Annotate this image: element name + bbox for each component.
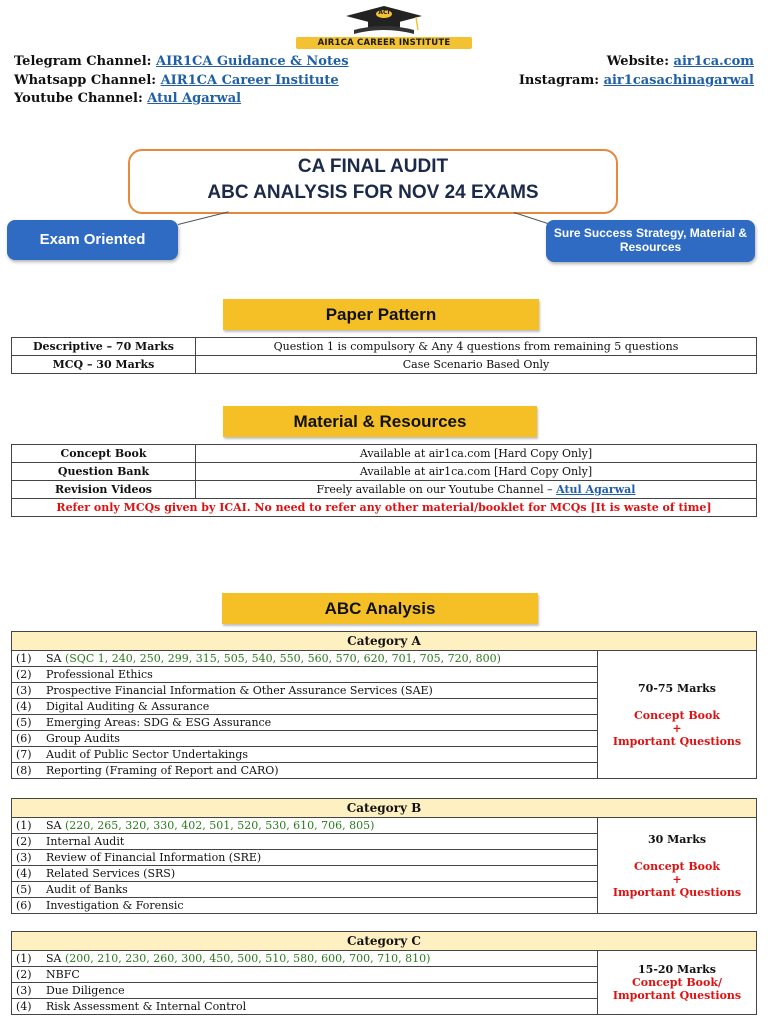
website-link[interactable]: air1ca.com xyxy=(673,54,754,69)
exam-oriented-bubble: Exam Oriented xyxy=(7,220,178,260)
important-questions-label: Important Questions xyxy=(612,989,742,1002)
table-row xyxy=(12,632,757,651)
youtube-label: Youtube Channel: xyxy=(14,91,143,106)
material-value xyxy=(196,481,757,499)
logo-badge: ACI xyxy=(378,9,390,16)
institute-logo xyxy=(296,4,472,48)
telegram-row xyxy=(14,54,349,69)
table-row xyxy=(12,338,757,356)
list-item: (1) SA (SQC 1, 240, 250, 299, 315, 505, 540, 550, 560, 570, 620, 701, 705, 720, 800) xyxy=(12,651,598,667)
logo-text: AIR1CA CAREER INSTITUTE xyxy=(296,37,472,49)
material-table xyxy=(11,444,757,517)
list-item: (2) Internal Audit xyxy=(12,834,598,850)
table-row xyxy=(12,799,757,818)
table-row xyxy=(12,463,757,481)
category-c-side xyxy=(598,951,757,1015)
table-row xyxy=(12,481,757,499)
whatsapp-row xyxy=(14,73,339,88)
list-item: (2) Professional Ethics xyxy=(12,667,598,683)
whatsapp-label: Whatsapp Channel: xyxy=(14,73,157,88)
concept-book-label: Concept Book/ xyxy=(632,976,722,989)
plus-label: + xyxy=(672,721,682,735)
website-row xyxy=(607,54,754,69)
list-item: (5) Audit of Banks xyxy=(12,882,598,898)
material-value: Available at air1ca.com [Hard Copy Only] xyxy=(196,463,757,481)
pattern-key: MCQ – 30 Marks xyxy=(12,356,196,374)
list-item: (1) SA (200, 210, 230, 260, 300, 450, 500, 510, 580, 600, 700, 710, 810) xyxy=(12,951,598,967)
category-a-marks: 70-75 Marks xyxy=(638,681,716,695)
hero-title-line2: ABC ANALYSIS FOR NOV 24 EXAMS xyxy=(207,182,539,203)
youtube-row xyxy=(14,91,241,106)
table-row xyxy=(12,818,757,834)
list-item: (2) NBFC xyxy=(12,967,598,983)
material-key: Concept Book xyxy=(12,445,196,463)
list-item: (7) Audit of Public Sector Undertakings xyxy=(12,747,598,763)
important-questions-label: Important Questions xyxy=(612,734,742,748)
list-item: (3) Due Diligence xyxy=(12,983,598,999)
material-heading: Material & Resources xyxy=(223,406,537,437)
hero-title-box xyxy=(128,149,618,214)
category-c-table xyxy=(11,931,757,1015)
list-item: (1) SA (220, 265, 320, 330, 402, 501, 520, 530, 610, 706, 805) xyxy=(12,818,598,834)
instagram-row xyxy=(519,73,754,88)
website-label: Website: xyxy=(606,54,669,69)
list-item: (6) Group Audits xyxy=(12,731,598,747)
paper-pattern-table xyxy=(11,337,757,374)
category-c-marks: 15-20 Marks xyxy=(638,963,716,976)
category-a-table xyxy=(11,631,757,779)
list-item: (5) Emerging Areas: SDG & ESG Assurance xyxy=(12,715,598,731)
category-b-table xyxy=(11,798,757,914)
concept-book-label: Concept Book xyxy=(634,859,720,873)
hero-title-line1: CA FINAL AUDIT xyxy=(297,156,449,177)
category-b-heading: Category B xyxy=(12,799,757,818)
pattern-value: Case Scenario Based Only xyxy=(196,356,757,374)
table-row xyxy=(12,651,757,667)
plus-label: + xyxy=(672,872,682,886)
pattern-key: Descriptive – 70 Marks xyxy=(12,338,196,356)
telegram-label: Telegram Channel: xyxy=(14,54,152,69)
material-value: Available at air1ca.com [Hard Copy Only] xyxy=(196,445,757,463)
table-row xyxy=(12,356,757,374)
list-item: (8) Reporting (Framing of Report and CARO) xyxy=(12,763,598,779)
category-a-heading: Category A xyxy=(12,632,757,651)
category-c-heading: Category C xyxy=(12,932,757,951)
table-row xyxy=(12,499,757,517)
instagram-label: Instagram: xyxy=(518,73,600,88)
material-key: Question Bank xyxy=(12,463,196,481)
list-item: (4) Digital Auditing & Assurance xyxy=(12,699,598,715)
telegram-link[interactable]: AIR1CA Guidance & Notes xyxy=(155,54,349,69)
list-item: (4) Risk Assessment & Internal Control xyxy=(12,999,598,1015)
youtube-channel-link[interactable]: Atul Agarwal xyxy=(556,483,636,496)
category-b-side xyxy=(598,818,757,914)
list-item: (3) Review of Financial Information (SRE) xyxy=(12,850,598,866)
important-questions-label: Important Questions xyxy=(612,885,742,899)
table-row xyxy=(12,445,757,463)
table-row xyxy=(12,932,757,951)
pattern-value: Question 1 is compulsory & Any 4 questions from remaining 5 questions xyxy=(196,338,757,356)
category-b-marks: 30 Marks xyxy=(647,832,707,846)
instagram-link[interactable]: air1casachinagarwal xyxy=(603,73,754,88)
abc-analysis-heading: ABC Analysis xyxy=(222,593,538,624)
material-key: Revision Videos xyxy=(12,481,196,499)
mcq-warning: Refer only MCQs given by ICAI. No need to refer any other material/booklet for MCQs [It is waste of time] xyxy=(12,499,757,517)
table-row xyxy=(12,951,757,967)
youtube-link[interactable]: Atul Agarwal xyxy=(147,91,242,106)
list-item: (3) Prospective Financial Information & Other Assurance Services (SAE) xyxy=(12,683,598,699)
list-item: (6) Investigation & Forensic xyxy=(12,898,598,914)
category-a-side xyxy=(598,651,757,779)
list-item: (4) Related Services (SRS) xyxy=(12,866,598,882)
revision-videos-text: Freely available on our Youtube Channel – xyxy=(316,483,557,496)
concept-book-label: Concept Book xyxy=(634,708,720,722)
whatsapp-link[interactable]: AIR1CA Career Institute xyxy=(160,73,339,88)
paper-pattern-heading: Paper Pattern xyxy=(223,299,539,330)
strategy-bubble: Sure Success Strategy, Material & Resources xyxy=(546,220,755,262)
